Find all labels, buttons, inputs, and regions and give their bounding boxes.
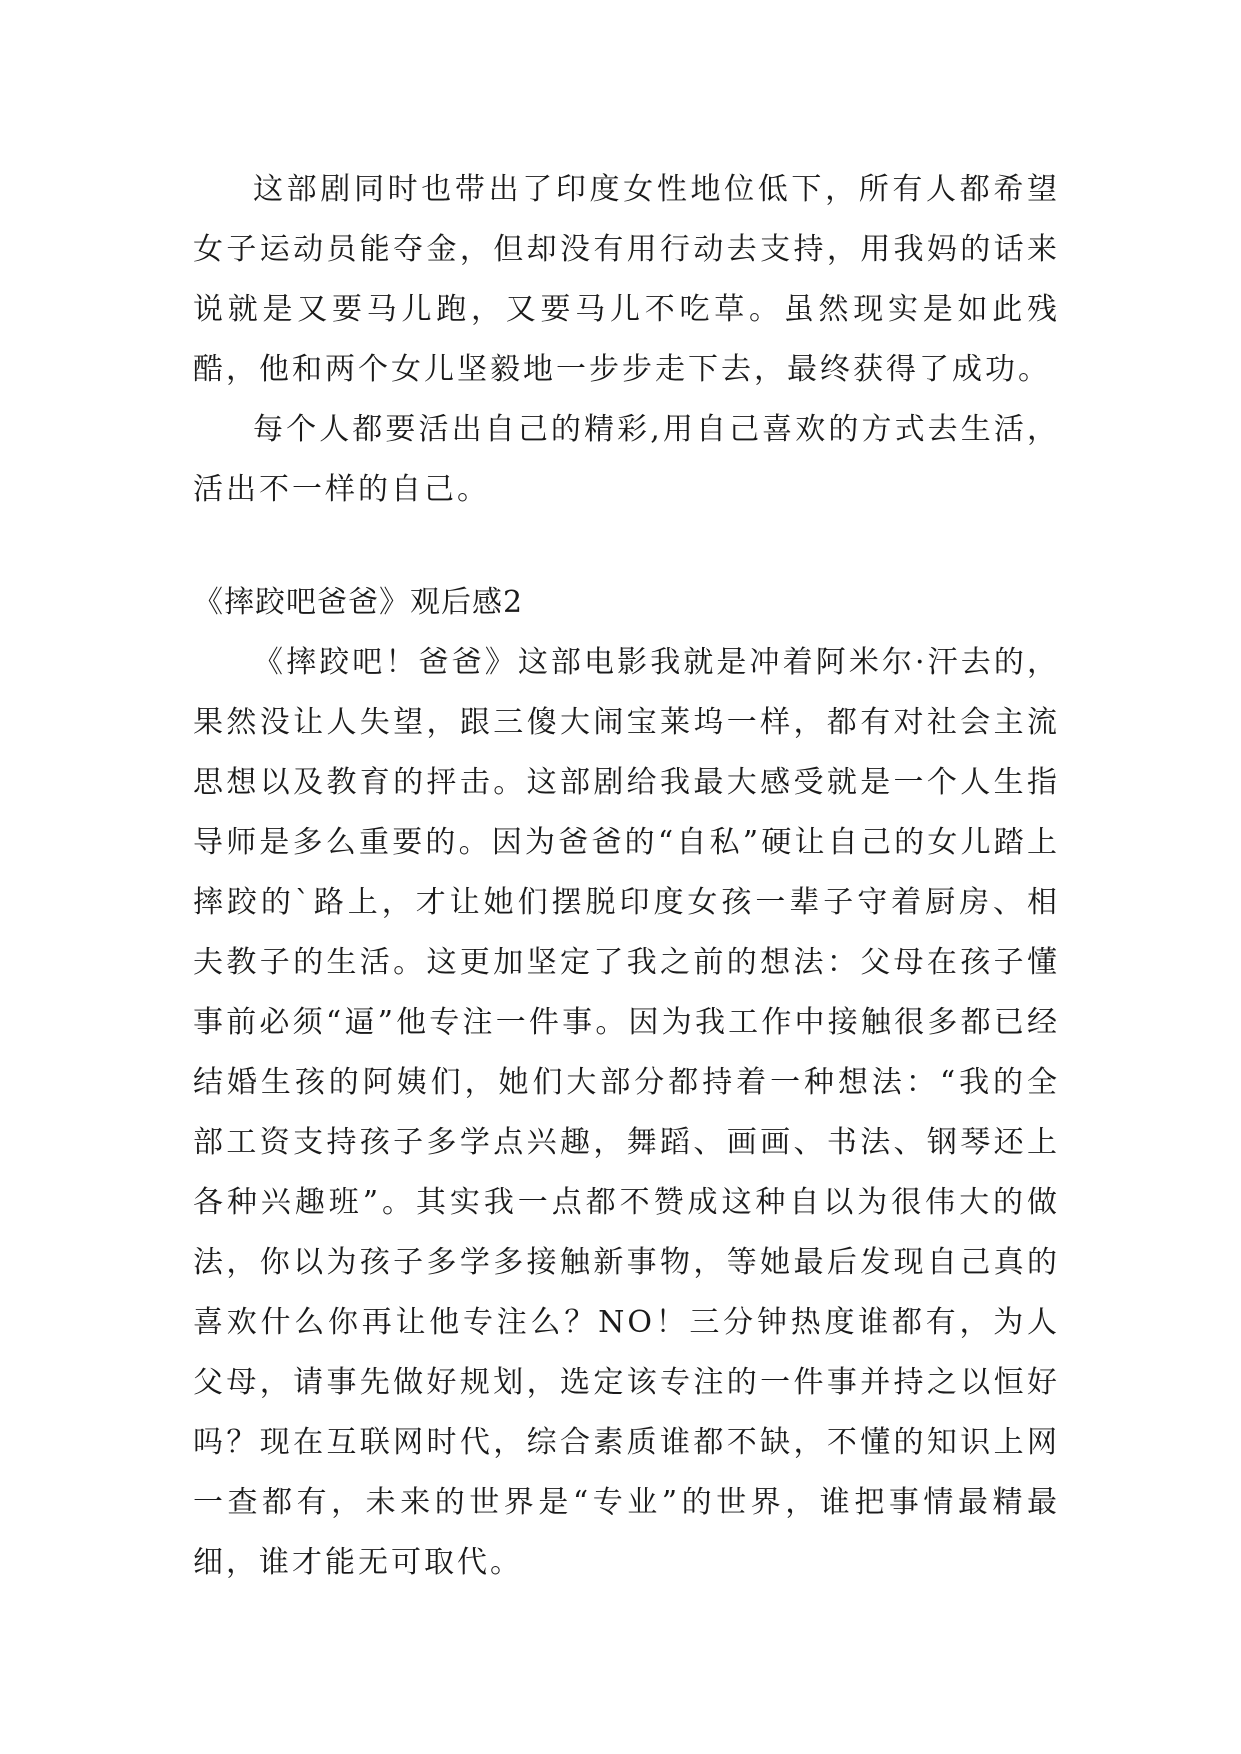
section-heading: 《摔跤吧爸爸》观后感2 <box>193 585 524 620</box>
paragraph-review-body: 《摔跤吧！爸爸》这部电影我就是冲着阿米尔·汗去的，果然没让人失望，跟三傻大闹宝莱坞一样，都有对社会主流思想以及教育的抨击。这部剧给我最大感受就是一个人生指导师是多么重要的。因为爸爸的“自私”硬让自己的女儿踏上摔跤的`路上，才让她们摆脱印度女孩一辈子守着厨房、相夫教子的生活。这更加坚定了我之前的想法：父母在孩子懂事前必须“逼”他专注一件事。因为我工作中接触很多都已经结婚生孩的阿姨们，她们大部分都持着一种想法：“我的全部工资支持孩子多学点兴趣，舞蹈、画画、书法、钢琴还上各种兴趣班”。其实我一点都不赞成这种自以为很伟大的做法，你以为孩子多学多接触新事物，等她最后发现自己真的喜欢什么你再让他专注么？NO！三分钟热度谁都有，为人父母，请事先做好规划，选定该专注的一件事并持之以恒好吗？现在互联网时代，综合素质谁都不缺，不懂的知识上网一查都有，未来的世界是“专业”的世界，谁把事情最精最细，谁才能无可取代。 <box>193 645 1060 1580</box>
paragraph-live-yourself: 每个人都要活出自己的精彩,用自己喜欢的方式去生活，活出不一样的自己。 <box>193 412 1060 507</box>
paragraph-female-status: 这部剧同时也带出了印度女性地位低下，所有人都希望女子运动员能夺金，但却没有用行动去支持，用我妈的话来说就是又要马儿跑，又要马儿不吃草。虽然现实是如此残酷，他和两个女儿坚毅地一步步走下去，最终获得了成功。 <box>193 172 1060 387</box>
document-body <box>193 160 1060 1593</box>
